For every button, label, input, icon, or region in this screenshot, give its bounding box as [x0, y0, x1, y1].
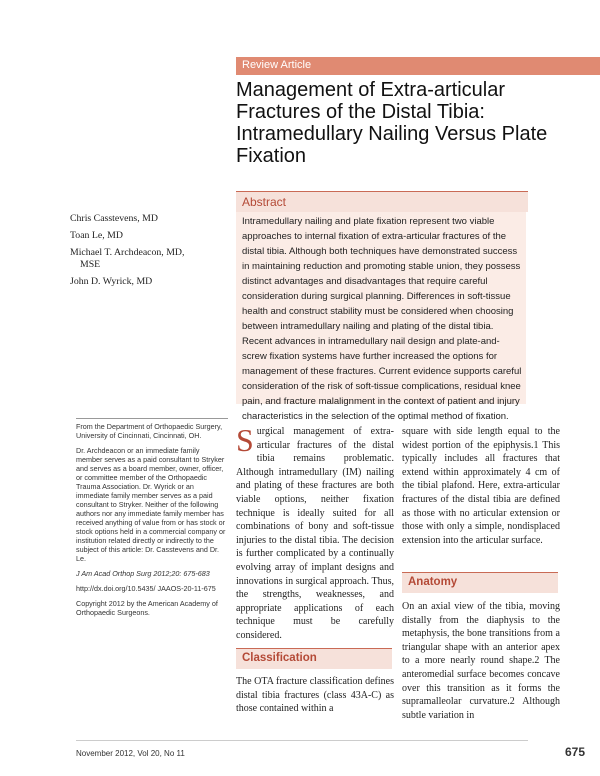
doi-link[interactable]: http://dx.doi.org/10.5435/ JAAOS-20-11-675: [76, 584, 216, 593]
scope-paragraph: square with side length equal to the widest portion of the epiphysis.1 This typically includes all fractures that extend within approximately 4 cm of the tibial plafond. Here, extra-articular fractures of the distal tibia are defined as those with no articular extension or those with only a simple, nondisplaced extension into the articular surface.: [402, 426, 560, 546]
sidebar-divider: [76, 418, 228, 419]
article-title: Management of Extra-articular Fractures of the Distal Tibia: Intramedullary Nailing Versus Plate Fixation: [236, 79, 548, 167]
page-number: 675: [565, 745, 586, 759]
issue-info: November 2012, Vol 20, No 11: [76, 749, 185, 758]
classification-heading: Classification: [242, 652, 317, 664]
citation: J Am Acad Orthop Surg 2012;20: 675-683: [76, 569, 210, 578]
review-article-banner: [236, 57, 600, 75]
author-name: Chris Casstevens, MD: [70, 213, 158, 224]
footer-divider: [76, 740, 528, 741]
anatomy-heading-bar: [402, 572, 558, 593]
anatomy-paragraph: On an axial view of the tibia, moving distally from the diaphysis to the metaphysis, the bone transitions from a triangular shape with an anterior apex to a more nearly round shape.2 The anteromedial surface becomes concave over this transition as it forms the supramalleolar curvature.2 Although subtle variation in: [402, 601, 560, 721]
body-column-2: [402, 425, 560, 547]
author-name: John D. Wyrick, MD: [70, 276, 153, 287]
author-name: Michael T. Archdeacon, MD,: [70, 247, 185, 258]
author-name: Toan Le, MD: [70, 230, 123, 241]
article-info-sidebar: [76, 422, 226, 623]
disclosure: Dr. Archdeacon or an immediate family member serves as a paid consultant to Stryker and serves as a board member, owner, officer, or committee member of the Orthopaedic Trauma Association. Dr. Wyrick or an immediate family member serves as a paid consultant to Stryker. Neither of the following authors nor any immediate family member has received anything of value from or has stock or stock options held in a commercial company or institution related directly or indirectly to the subject of this article: Dr. Casstevens and Dr. Le.: [76, 446, 226, 563]
classification-heading-bar: [236, 648, 392, 669]
author-list: [70, 213, 230, 293]
anatomy-heading: Anatomy: [408, 576, 458, 588]
author-degree: MSE: [80, 259, 101, 270]
abstract-heading: Abstract: [242, 195, 287, 209]
article-type-label: Review Article: [242, 59, 312, 71]
drop-cap: S: [236, 422, 254, 458]
copyright: Copyright 2012 by the American Academy of Orthopaedic Surgeons.: [76, 599, 218, 617]
body-column-1: [236, 422, 394, 643]
classification-paragraph: The OTA fracture classification defines distal tibia fractures (class 43A-C) as those contained within a: [236, 676, 394, 715]
affiliation: From the Department of Orthopaedic Surgery, University of Cincinnati, Cincinnati, OH.: [76, 422, 223, 440]
intro-paragraph: urgical management of extra-articular fractures of the distal tibia remains problematic. Although intramedullary (IM) nailing and plating of these fractures are both viable options, neither fixation technique is ideally suited for all combinations of bony and soft-tissue injuries to the distal tibia. The decision is further complicated by a continually evolving array of implant designs and innovations in surgical approach. Thus, the strengths, weaknesses, and appropriate applications of each technique must be carefully considered.: [236, 426, 394, 641]
abstract-heading-bar: [236, 191, 528, 212]
abstract-text: Intramedullary nailing and plate fixation represent two viable approaches to internal fixation of extra-articular fractures of the distal tibia. Although both techniques have demonstrated success in maintaining reduction and promoting stable union, they possess distinct advantages and disadvantages that require careful consideration during surgical planning. Differences in soft-tissue health and construct stability must be considered when choosing between intramedullary nailing and plating of the distal tibia. Recent advances in intramedullary nail design and plate-and-screw fixation systems have further increased the options for management of these fractures. Current evidence supports careful consideration of the risk of soft-tissue complications, residual knee pain, and fracture malalignment in the context of patient and injury characteristics in the selection of the optimal method of fixation.: [236, 212, 526, 404]
